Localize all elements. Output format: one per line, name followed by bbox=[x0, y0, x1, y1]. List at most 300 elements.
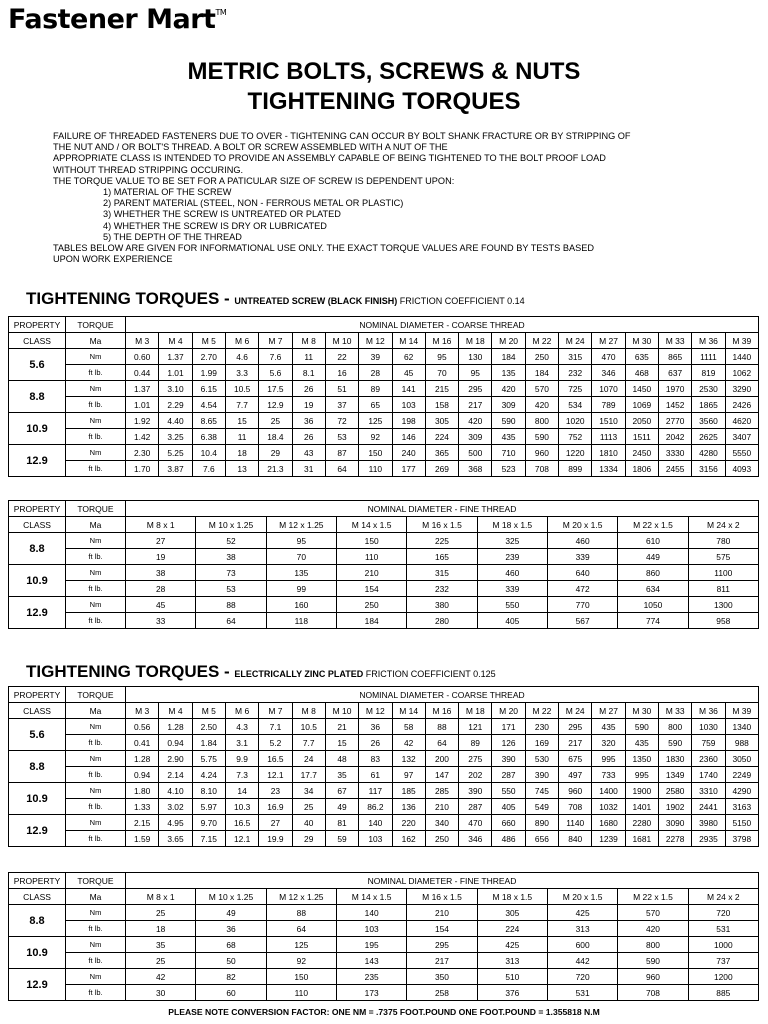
torque-value-nm: 72 bbox=[325, 413, 358, 429]
torque-value-ftlb: 390 bbox=[525, 767, 558, 783]
torque-value-ftlb: 774 bbox=[618, 613, 688, 629]
section-title: TIGHTENING TORQUES bbox=[26, 289, 220, 308]
unit-nm: Nm bbox=[66, 533, 126, 549]
torque-value-nm: 22 bbox=[325, 349, 358, 365]
property-class-cell: 8.8 bbox=[9, 533, 66, 565]
torque-value-nm: 2050 bbox=[625, 413, 658, 429]
size-header: M 18 x 1.5 bbox=[477, 889, 547, 905]
property-header: PROPERTY bbox=[9, 501, 66, 517]
section-dash: - bbox=[219, 289, 235, 308]
table-row bbox=[9, 815, 759, 831]
torque-value-nm: 21 bbox=[325, 719, 358, 735]
torque-value-ftlb: 12.1 bbox=[259, 767, 292, 783]
torque-value-nm: 865 bbox=[659, 349, 692, 365]
torque-value-ftlb: 154 bbox=[336, 581, 406, 597]
torque-value-ftlb: 1069 bbox=[625, 397, 658, 413]
torque-value-ftlb: 733 bbox=[592, 767, 625, 783]
ma-header: Ma bbox=[66, 889, 126, 905]
torque-value-ftlb: 2935 bbox=[692, 831, 725, 847]
torque-value-nm: 235 bbox=[336, 969, 406, 985]
torque-value-nm: 117 bbox=[359, 783, 392, 799]
unit-ftlb: ft lb. bbox=[66, 581, 126, 597]
torque-value-ftlb: 118 bbox=[266, 613, 336, 629]
torque-value-nm: 390 bbox=[459, 783, 492, 799]
size-header: M 6 bbox=[225, 333, 258, 349]
ma-header: Ma bbox=[66, 517, 126, 533]
torque-value-nm: 960 bbox=[559, 783, 592, 799]
torque-value-nm: 250 bbox=[336, 597, 406, 613]
torque-value-nm: 780 bbox=[688, 533, 758, 549]
table-row bbox=[9, 581, 759, 597]
property-header: PROPERTY bbox=[9, 317, 66, 333]
torque-value-ftlb: 590 bbox=[659, 735, 692, 751]
torque-value-nm: 250 bbox=[525, 349, 558, 365]
torque-value-ftlb: 590 bbox=[525, 429, 558, 445]
ma-header: Ma bbox=[66, 703, 126, 719]
torque-value-nm: 87 bbox=[325, 445, 358, 461]
size-header: M 6 bbox=[225, 703, 258, 719]
torque-value-ftlb: 368 bbox=[459, 461, 492, 477]
torque-value-ftlb: 30 bbox=[126, 985, 196, 1001]
torque-value-ftlb: 239 bbox=[477, 549, 547, 565]
torque-value-ftlb: 1.01 bbox=[159, 365, 192, 381]
torque-value-ftlb: 752 bbox=[559, 429, 592, 445]
torque-value-nm: 82 bbox=[196, 969, 266, 985]
size-header: M 7 bbox=[259, 703, 292, 719]
torque-value-ftlb: 64 bbox=[266, 921, 336, 937]
torque-value-ftlb: 287 bbox=[459, 799, 492, 815]
torque-value-ftlb: 92 bbox=[266, 953, 336, 969]
torque-value-ftlb: 158 bbox=[425, 397, 458, 413]
property-class-cell: 10.9 bbox=[9, 413, 66, 445]
torque-value-ftlb: 442 bbox=[547, 953, 617, 969]
torque-value-ftlb: 31 bbox=[292, 461, 325, 477]
torque-value-ftlb: 12.1 bbox=[225, 831, 258, 847]
torque-value-ftlb: 3.02 bbox=[159, 799, 192, 815]
size-header: M 18 bbox=[459, 333, 492, 349]
torque-value-nm: 1020 bbox=[559, 413, 592, 429]
torque-value-ftlb: 1511 bbox=[625, 429, 658, 445]
torque-value-ftlb: 217 bbox=[459, 397, 492, 413]
intro-text bbox=[53, 131, 753, 265]
torque-value-nm: 185 bbox=[392, 783, 425, 799]
table-row bbox=[9, 937, 759, 953]
class-header: CLASS bbox=[9, 333, 66, 349]
torque-value-nm: 590 bbox=[625, 719, 658, 735]
size-header: M 12 x 1.25 bbox=[266, 517, 336, 533]
torque-value-nm: 380 bbox=[407, 597, 477, 613]
torque-value-ftlb: 309 bbox=[459, 429, 492, 445]
unit-ftlb: ft lb. bbox=[66, 985, 126, 1001]
torque-value-nm: 1220 bbox=[559, 445, 592, 461]
torque-value-nm: 24 bbox=[292, 751, 325, 767]
torque-value-ftlb: 840 bbox=[559, 831, 592, 847]
size-header: M 20 bbox=[492, 703, 525, 719]
property-header: PROPERTY bbox=[9, 873, 66, 889]
torque-value-ftlb: 50 bbox=[196, 953, 266, 969]
torque-value-ftlb: 1032 bbox=[592, 799, 625, 815]
torque-value-nm: 4.95 bbox=[159, 815, 192, 831]
size-header: M 39 bbox=[725, 333, 758, 349]
torque-value-nm: 460 bbox=[477, 565, 547, 581]
torque-value-ftlb: 12.9 bbox=[259, 397, 292, 413]
fine-thread-table-zinc bbox=[8, 872, 759, 1001]
torque-value-nm: 1510 bbox=[592, 413, 625, 429]
table-row bbox=[9, 751, 759, 767]
torque-value-ftlb: 1.42 bbox=[126, 429, 159, 445]
size-header: M 30 bbox=[625, 333, 658, 349]
torque-value-ftlb: 19 bbox=[292, 397, 325, 413]
table-row bbox=[9, 921, 759, 937]
size-header: M 14 bbox=[392, 333, 425, 349]
torque-value-nm: 83 bbox=[359, 751, 392, 767]
table-row bbox=[9, 565, 759, 581]
torque-value-nm: 7.6 bbox=[259, 349, 292, 365]
torque-value-ftlb: 0.94 bbox=[159, 735, 192, 751]
header-row bbox=[9, 889, 759, 905]
torque-value-ftlb: 64 bbox=[325, 461, 358, 477]
torque-value-nm: 8.10 bbox=[192, 783, 225, 799]
size-header: M 8 x 1 bbox=[126, 889, 196, 905]
torque-value-nm: 9.70 bbox=[192, 815, 225, 831]
torque-value-ftlb: 313 bbox=[547, 921, 617, 937]
unit-ftlb: ft lb. bbox=[66, 613, 126, 629]
torque-value-nm: 350 bbox=[407, 969, 477, 985]
torque-value-ftlb: 232 bbox=[407, 581, 477, 597]
torque-value-nm: 5150 bbox=[725, 815, 758, 831]
coarse-thread-table-untreated bbox=[8, 316, 759, 477]
header-row bbox=[9, 703, 759, 719]
size-header: M 27 bbox=[592, 703, 625, 719]
torque-value-nm: 315 bbox=[407, 565, 477, 581]
torque-value-ftlb: 17.7 bbox=[292, 767, 325, 783]
torque-value-nm: 200 bbox=[425, 751, 458, 767]
torque-value-nm: 4.6 bbox=[225, 349, 258, 365]
torque-value-ftlb: 2.14 bbox=[159, 767, 192, 783]
torque-value-ftlb: 1401 bbox=[625, 799, 658, 815]
size-header: M 7 bbox=[259, 333, 292, 349]
size-header: M 22 x 1.5 bbox=[618, 889, 688, 905]
torque-value-ftlb: 1865 bbox=[692, 397, 725, 413]
torque-value-ftlb: 26 bbox=[359, 735, 392, 751]
size-header: M 8 bbox=[292, 703, 325, 719]
torque-value-ftlb: 99 bbox=[266, 581, 336, 597]
intro-list-item: 5) THE DEPTH OF THE THREAD bbox=[103, 231, 242, 242]
table-row bbox=[9, 783, 759, 799]
torque-value-ftlb: 1.33 bbox=[126, 799, 159, 815]
size-header: M 24 x 2 bbox=[688, 889, 758, 905]
torque-value-ftlb: 549 bbox=[525, 799, 558, 815]
size-header: M 3 bbox=[126, 703, 159, 719]
section-finish: UNTREATED SCREW (BLACK FINISH) bbox=[234, 296, 398, 306]
unit-nm: Nm bbox=[66, 413, 126, 429]
torque-value-ftlb: 7.3 bbox=[225, 767, 258, 783]
torque-value-nm: 184 bbox=[492, 349, 525, 365]
torque-value-nm: 675 bbox=[559, 751, 592, 767]
size-header: M 27 bbox=[592, 333, 625, 349]
torque-value-ftlb: 1452 bbox=[659, 397, 692, 413]
torque-value-nm: 130 bbox=[459, 349, 492, 365]
size-header: M 8 x 1 bbox=[126, 517, 196, 533]
torque-value-nm: 2770 bbox=[659, 413, 692, 429]
torque-value-ftlb: 534 bbox=[559, 397, 592, 413]
torque-value-ftlb: 143 bbox=[336, 953, 406, 969]
torque-value-ftlb: 449 bbox=[618, 549, 688, 565]
torque-value-ftlb: 70 bbox=[425, 365, 458, 381]
property-header: PROPERTY bbox=[9, 687, 66, 703]
section-heading-untreated bbox=[26, 289, 525, 309]
torque-value-ftlb: 1349 bbox=[659, 767, 692, 783]
torque-value-nm: 295 bbox=[459, 381, 492, 397]
torque-value-nm: 1.37 bbox=[126, 381, 159, 397]
torque-value-ftlb: 634 bbox=[618, 581, 688, 597]
unit-nm: Nm bbox=[66, 905, 126, 921]
torque-value-ftlb: 346 bbox=[592, 365, 625, 381]
torque-value-ftlb: 95 bbox=[459, 365, 492, 381]
property-class-cell: 5.6 bbox=[9, 349, 66, 381]
torque-value-ftlb: 1334 bbox=[592, 461, 625, 477]
size-header: M 14 x 1.5 bbox=[336, 889, 406, 905]
table-row bbox=[9, 381, 759, 397]
torque-value-nm: 570 bbox=[525, 381, 558, 397]
unit-nm: Nm bbox=[66, 381, 126, 397]
torque-value-ftlb: 3.87 bbox=[159, 461, 192, 477]
torque-value-ftlb: 232 bbox=[559, 365, 592, 381]
torque-value-ftlb: 184 bbox=[525, 365, 558, 381]
torque-value-ftlb: 4.24 bbox=[192, 767, 225, 783]
torque-value-nm: 2.90 bbox=[159, 751, 192, 767]
torque-value-nm: 1900 bbox=[625, 783, 658, 799]
unit-nm: Nm bbox=[66, 969, 126, 985]
torque-value-nm: 16.5 bbox=[225, 815, 258, 831]
torque-value-ftlb: 33 bbox=[126, 613, 196, 629]
torque-value-ftlb: 110 bbox=[336, 549, 406, 565]
size-header: M 22 bbox=[525, 703, 558, 719]
torque-value-nm: 725 bbox=[559, 381, 592, 397]
torque-value-ftlb: 708 bbox=[618, 985, 688, 1001]
size-header: M 4 bbox=[159, 333, 192, 349]
torque-value-ftlb: 3163 bbox=[725, 799, 758, 815]
torque-header: TORQUE bbox=[66, 873, 126, 889]
size-header: M 20 x 1.5 bbox=[547, 889, 617, 905]
torque-value-nm: 1300 bbox=[688, 597, 758, 613]
torque-value-ftlb: 177 bbox=[392, 461, 425, 477]
torque-value-nm: 26 bbox=[292, 381, 325, 397]
torque-value-nm: 150 bbox=[359, 445, 392, 461]
torque-value-nm: 325 bbox=[477, 533, 547, 549]
torque-value-ftlb: 65 bbox=[359, 397, 392, 413]
torque-value-nm: 81 bbox=[325, 815, 358, 831]
torque-value-ftlb: 16 bbox=[325, 365, 358, 381]
table-row bbox=[9, 905, 759, 921]
torque-value-ftlb: 19.9 bbox=[259, 831, 292, 847]
torque-value-nm: 52 bbox=[196, 533, 266, 549]
unit-ftlb: ft lb. bbox=[66, 767, 126, 783]
size-header: M 16 bbox=[425, 333, 458, 349]
torque-value-nm: 635 bbox=[625, 349, 658, 365]
torque-value-nm: 1680 bbox=[592, 815, 625, 831]
table-row bbox=[9, 549, 759, 565]
torque-value-ftlb: 86.2 bbox=[359, 799, 392, 815]
torque-value-nm: 16.5 bbox=[259, 751, 292, 767]
torque-value-ftlb: 376 bbox=[477, 985, 547, 1001]
torque-value-nm: 1440 bbox=[725, 349, 758, 365]
torque-value-ftlb: 173 bbox=[336, 985, 406, 1001]
torque-value-ftlb: 1239 bbox=[592, 831, 625, 847]
table-row bbox=[9, 397, 759, 413]
torque-value-nm: 720 bbox=[547, 969, 617, 985]
intro-line: WITHOUT THREAD STRIPPING OCCURING. bbox=[53, 164, 244, 175]
section-friction: FRICTION COEFFICIENT 0.125 bbox=[363, 669, 496, 679]
size-header: M 12 x 1.25 bbox=[266, 889, 336, 905]
intro-line: APPROPRIATE CLASS IS INTENDED TO PROVIDE AN ASSEMBLY CAPABLE OF BEING TIGHTENED TO THE BOLT PROOF LOAD bbox=[53, 153, 606, 164]
torque-value-ftlb: 313 bbox=[477, 953, 547, 969]
torque-value-nm: 5.75 bbox=[192, 751, 225, 767]
size-header: M 24 bbox=[559, 703, 592, 719]
torque-value-ftlb: 7.6 bbox=[192, 461, 225, 477]
torque-value-nm: 43 bbox=[292, 445, 325, 461]
torque-value-nm: 2.50 bbox=[192, 719, 225, 735]
torque-value-nm: 2.30 bbox=[126, 445, 159, 461]
torque-value-nm: 1810 bbox=[592, 445, 625, 461]
table-row bbox=[9, 349, 759, 365]
torque-value-ftlb: 146 bbox=[392, 429, 425, 445]
torque-value-nm: 27 bbox=[126, 533, 196, 549]
torque-value-nm: 95 bbox=[425, 349, 458, 365]
size-header: M 5 bbox=[192, 703, 225, 719]
torque-value-ftlb: 59 bbox=[325, 831, 358, 847]
torque-value-ftlb: 656 bbox=[525, 831, 558, 847]
torque-value-nm: 225 bbox=[407, 533, 477, 549]
torque-value-nm: 305 bbox=[477, 905, 547, 921]
torque-value-nm: 132 bbox=[392, 751, 425, 767]
torque-value-ftlb: 169 bbox=[525, 735, 558, 751]
torque-header: TORQUE bbox=[66, 687, 126, 703]
torque-value-nm: 38 bbox=[126, 565, 196, 581]
torque-value-ftlb: 35 bbox=[325, 767, 358, 783]
torque-value-ftlb: 15 bbox=[325, 735, 358, 751]
property-class-cell: 8.8 bbox=[9, 905, 66, 937]
size-header: M 14 x 1.5 bbox=[336, 517, 406, 533]
torque-value-nm: 600 bbox=[547, 937, 617, 953]
torque-value-nm: 10.5 bbox=[225, 381, 258, 397]
torque-value-nm: 500 bbox=[459, 445, 492, 461]
torque-value-nm: 530 bbox=[525, 751, 558, 767]
torque-value-ftlb: 280 bbox=[407, 613, 477, 629]
class-header: CLASS bbox=[9, 517, 66, 533]
torque-value-ftlb: 1.99 bbox=[192, 365, 225, 381]
torque-value-nm: 890 bbox=[525, 815, 558, 831]
torque-value-nm: 0.60 bbox=[126, 349, 159, 365]
torque-value-nm: 1340 bbox=[725, 719, 758, 735]
torque-value-nm: 5.25 bbox=[159, 445, 192, 461]
torque-value-nm: 295 bbox=[407, 937, 477, 953]
torque-value-ftlb: 2249 bbox=[725, 767, 758, 783]
torque-value-nm: 1.37 bbox=[159, 349, 192, 365]
property-class-cell: 10.9 bbox=[9, 937, 66, 969]
property-class-cell: 10.9 bbox=[9, 783, 66, 815]
torque-value-nm: 470 bbox=[459, 815, 492, 831]
intro-list-item: 1) MATERIAL OF THE SCREW bbox=[103, 187, 232, 198]
section-heading-zinc-plated bbox=[26, 662, 496, 682]
torque-value-nm: 1970 bbox=[659, 381, 692, 397]
intro-line: TABLES BELOW ARE GIVEN FOR INFORMATIONAL USE ONLY. THE EXACT TORQUE VALUES ARE FOUND BY TESTS BASED bbox=[53, 243, 594, 254]
torque-value-nm: 365 bbox=[425, 445, 458, 461]
torque-value-ftlb: 37 bbox=[325, 397, 358, 413]
torque-value-ftlb: 64 bbox=[196, 613, 266, 629]
size-header: M 16 bbox=[425, 703, 458, 719]
torque-value-nm: 425 bbox=[547, 905, 617, 921]
brand-name: Fastener Mart bbox=[8, 4, 216, 35]
torque-value-ftlb: 1.59 bbox=[126, 831, 159, 847]
torque-value-nm: 3560 bbox=[692, 413, 725, 429]
torque-value-ftlb: 7.15 bbox=[192, 831, 225, 847]
torque-value-ftlb: 25 bbox=[126, 953, 196, 969]
torque-value-ftlb: 11 bbox=[225, 429, 258, 445]
torque-value-nm: 4290 bbox=[725, 783, 758, 799]
torque-value-ftlb: 309 bbox=[492, 397, 525, 413]
conversion-note: PLEASE NOTE CONVERSION FACTOR: ONE NM = .7375 FOOT.POUND ONE FOOT.POUND = 1.355818 N.M bbox=[168, 1007, 600, 1017]
torque-value-nm: 720 bbox=[688, 905, 758, 921]
torque-value-ftlb: 29 bbox=[292, 831, 325, 847]
torque-value-ftlb: 89 bbox=[459, 735, 492, 751]
torque-value-ftlb: 468 bbox=[625, 365, 658, 381]
torque-value-ftlb: 60 bbox=[196, 985, 266, 1001]
torque-value-nm: 135 bbox=[266, 565, 336, 581]
size-header: M 22 bbox=[525, 333, 558, 349]
header-row bbox=[9, 501, 759, 517]
size-header: M 8 bbox=[292, 333, 325, 349]
torque-value-ftlb: 988 bbox=[725, 735, 758, 751]
torque-value-nm: 95 bbox=[266, 533, 336, 549]
torque-value-nm: 210 bbox=[336, 565, 406, 581]
torque-value-nm: 1111 bbox=[692, 349, 725, 365]
torque-value-nm: 275 bbox=[459, 751, 492, 767]
unit-ftlb: ft lb. bbox=[66, 429, 126, 445]
torque-value-ftlb: 2278 bbox=[659, 831, 692, 847]
torque-value-nm: 435 bbox=[592, 719, 625, 735]
torque-value-ftlb: 61 bbox=[359, 767, 392, 783]
torque-value-nm: 590 bbox=[492, 413, 525, 429]
torque-value-nm: 35 bbox=[126, 937, 196, 953]
torque-value-ftlb: 2455 bbox=[659, 461, 692, 477]
torque-value-ftlb: 103 bbox=[392, 397, 425, 413]
torque-value-ftlb: 789 bbox=[592, 397, 625, 413]
torque-value-ftlb: 53 bbox=[196, 581, 266, 597]
unit-nm: Nm bbox=[66, 445, 126, 461]
torque-value-nm: 860 bbox=[618, 565, 688, 581]
torque-value-ftlb: 110 bbox=[266, 985, 336, 1001]
torque-value-nm: 36 bbox=[359, 719, 392, 735]
torque-value-ftlb: 3156 bbox=[692, 461, 725, 477]
torque-value-nm: 770 bbox=[547, 597, 617, 613]
torque-value-ftlb: 811 bbox=[688, 581, 758, 597]
torque-value-nm: 305 bbox=[425, 413, 458, 429]
torque-value-ftlb: 36 bbox=[196, 921, 266, 937]
intro-line: UPON WORK EXPERIENCE bbox=[53, 254, 173, 265]
torque-value-ftlb: 53 bbox=[325, 429, 358, 445]
torque-value-nm: 3980 bbox=[692, 815, 725, 831]
torque-value-nm: 240 bbox=[392, 445, 425, 461]
size-header: M 36 bbox=[692, 703, 725, 719]
torque-value-ftlb: 3.65 bbox=[159, 831, 192, 847]
torque-value-ftlb: 405 bbox=[492, 799, 525, 815]
torque-value-ftlb: 2.29 bbox=[159, 397, 192, 413]
torque-value-ftlb: 420 bbox=[618, 921, 688, 937]
torque-value-nm: 230 bbox=[525, 719, 558, 735]
torque-value-ftlb: 958 bbox=[688, 613, 758, 629]
torque-value-nm: 4.10 bbox=[159, 783, 192, 799]
